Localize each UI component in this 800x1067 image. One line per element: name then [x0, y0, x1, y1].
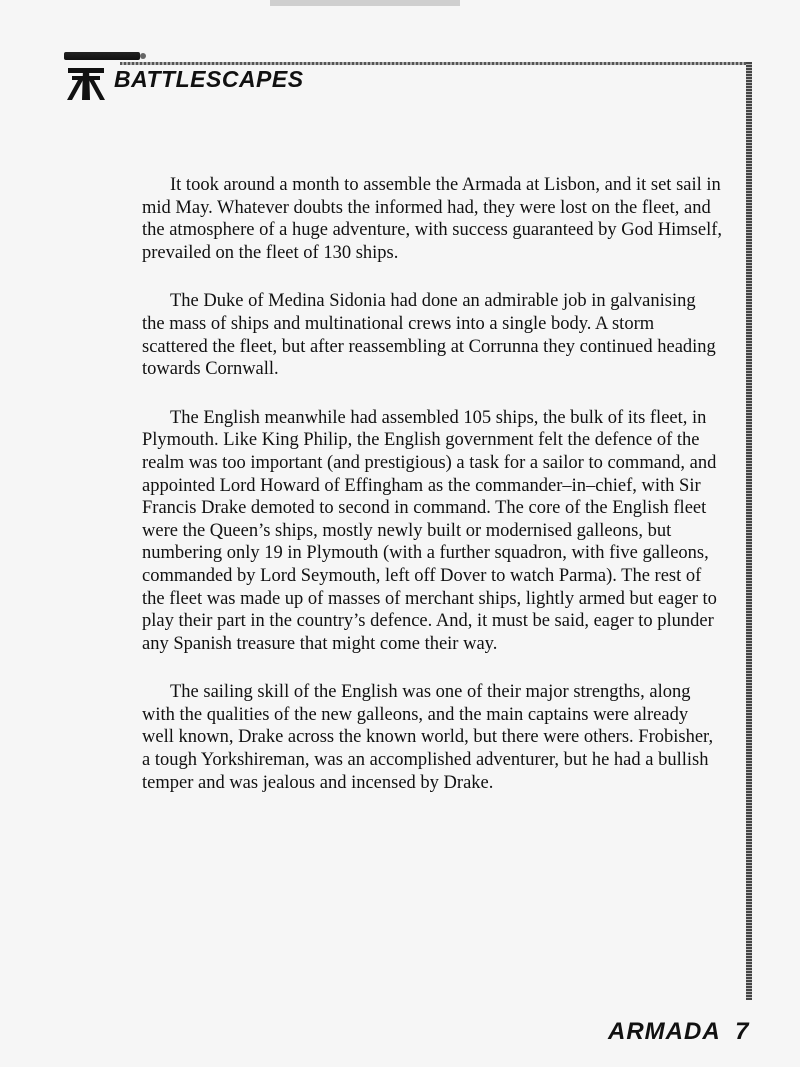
top-border-rule	[120, 62, 752, 65]
page-footer: ARMADA 7	[608, 1018, 750, 1045]
logo-bar-icon	[64, 52, 140, 60]
scan-edge	[270, 0, 460, 6]
section-title: BATTLESCAPES	[114, 66, 304, 92]
paragraph: It took around a month to assemble the Armada at Lisbon, and it set sail in mid May. Whatever doubts the informed had, they were lost on the fleet, and the atmosphere of a huge adventure, with success guaranteed by God Himself, prevailed on the fleet of 130 ships.	[142, 175, 722, 263]
right-border-rule	[746, 62, 752, 1000]
paragraph: The English meanwhile had assembled 105 ships, the bulk of its fleet, in Plymouth. Like King Philip, the English government felt the defence of the realm was too important (and prestigious) a task for a sailor to command, and appointed Lord Howard of Effingham as the commander–in–chief, with Sir Francis Drake demoted to second in command. The core of the English fleet were the Queen’s ships, mostly newly built or modernised galleons, but numbering only 19 in Plymouth (with a further squadron, with five galleons, commanded by Lord Seymouth, left off Dover to watch Parma). The rest of the fleet was made up of masses of merchant ships, lightly armed but eager to play their part in the country’s defence. And, it must be said, eager to plunder any Spanish treasure that might come their way.	[142, 407, 717, 654]
paragraph: The sailing skill of the English was one of their major strengths, along with the qualities of the new galleons, and the main captains were already well known, Drake across the known world, but there were others. Frobisher, a tough Yorkshireman, was an accomplished adventurer, but he had a bullish temper and was jealous and incensed by Drake.	[142, 682, 714, 793]
paragraph: The Duke of Medina Sidonia had done an admirable job in galvanising the mass of ships and multinational crews into a single body. A storm scattered the fleet, but after reassembling at Corrunna they continued heading towards Cornwall.	[142, 291, 716, 380]
torii-gate-icon	[64, 60, 108, 104]
article-body	[142, 174, 722, 820]
